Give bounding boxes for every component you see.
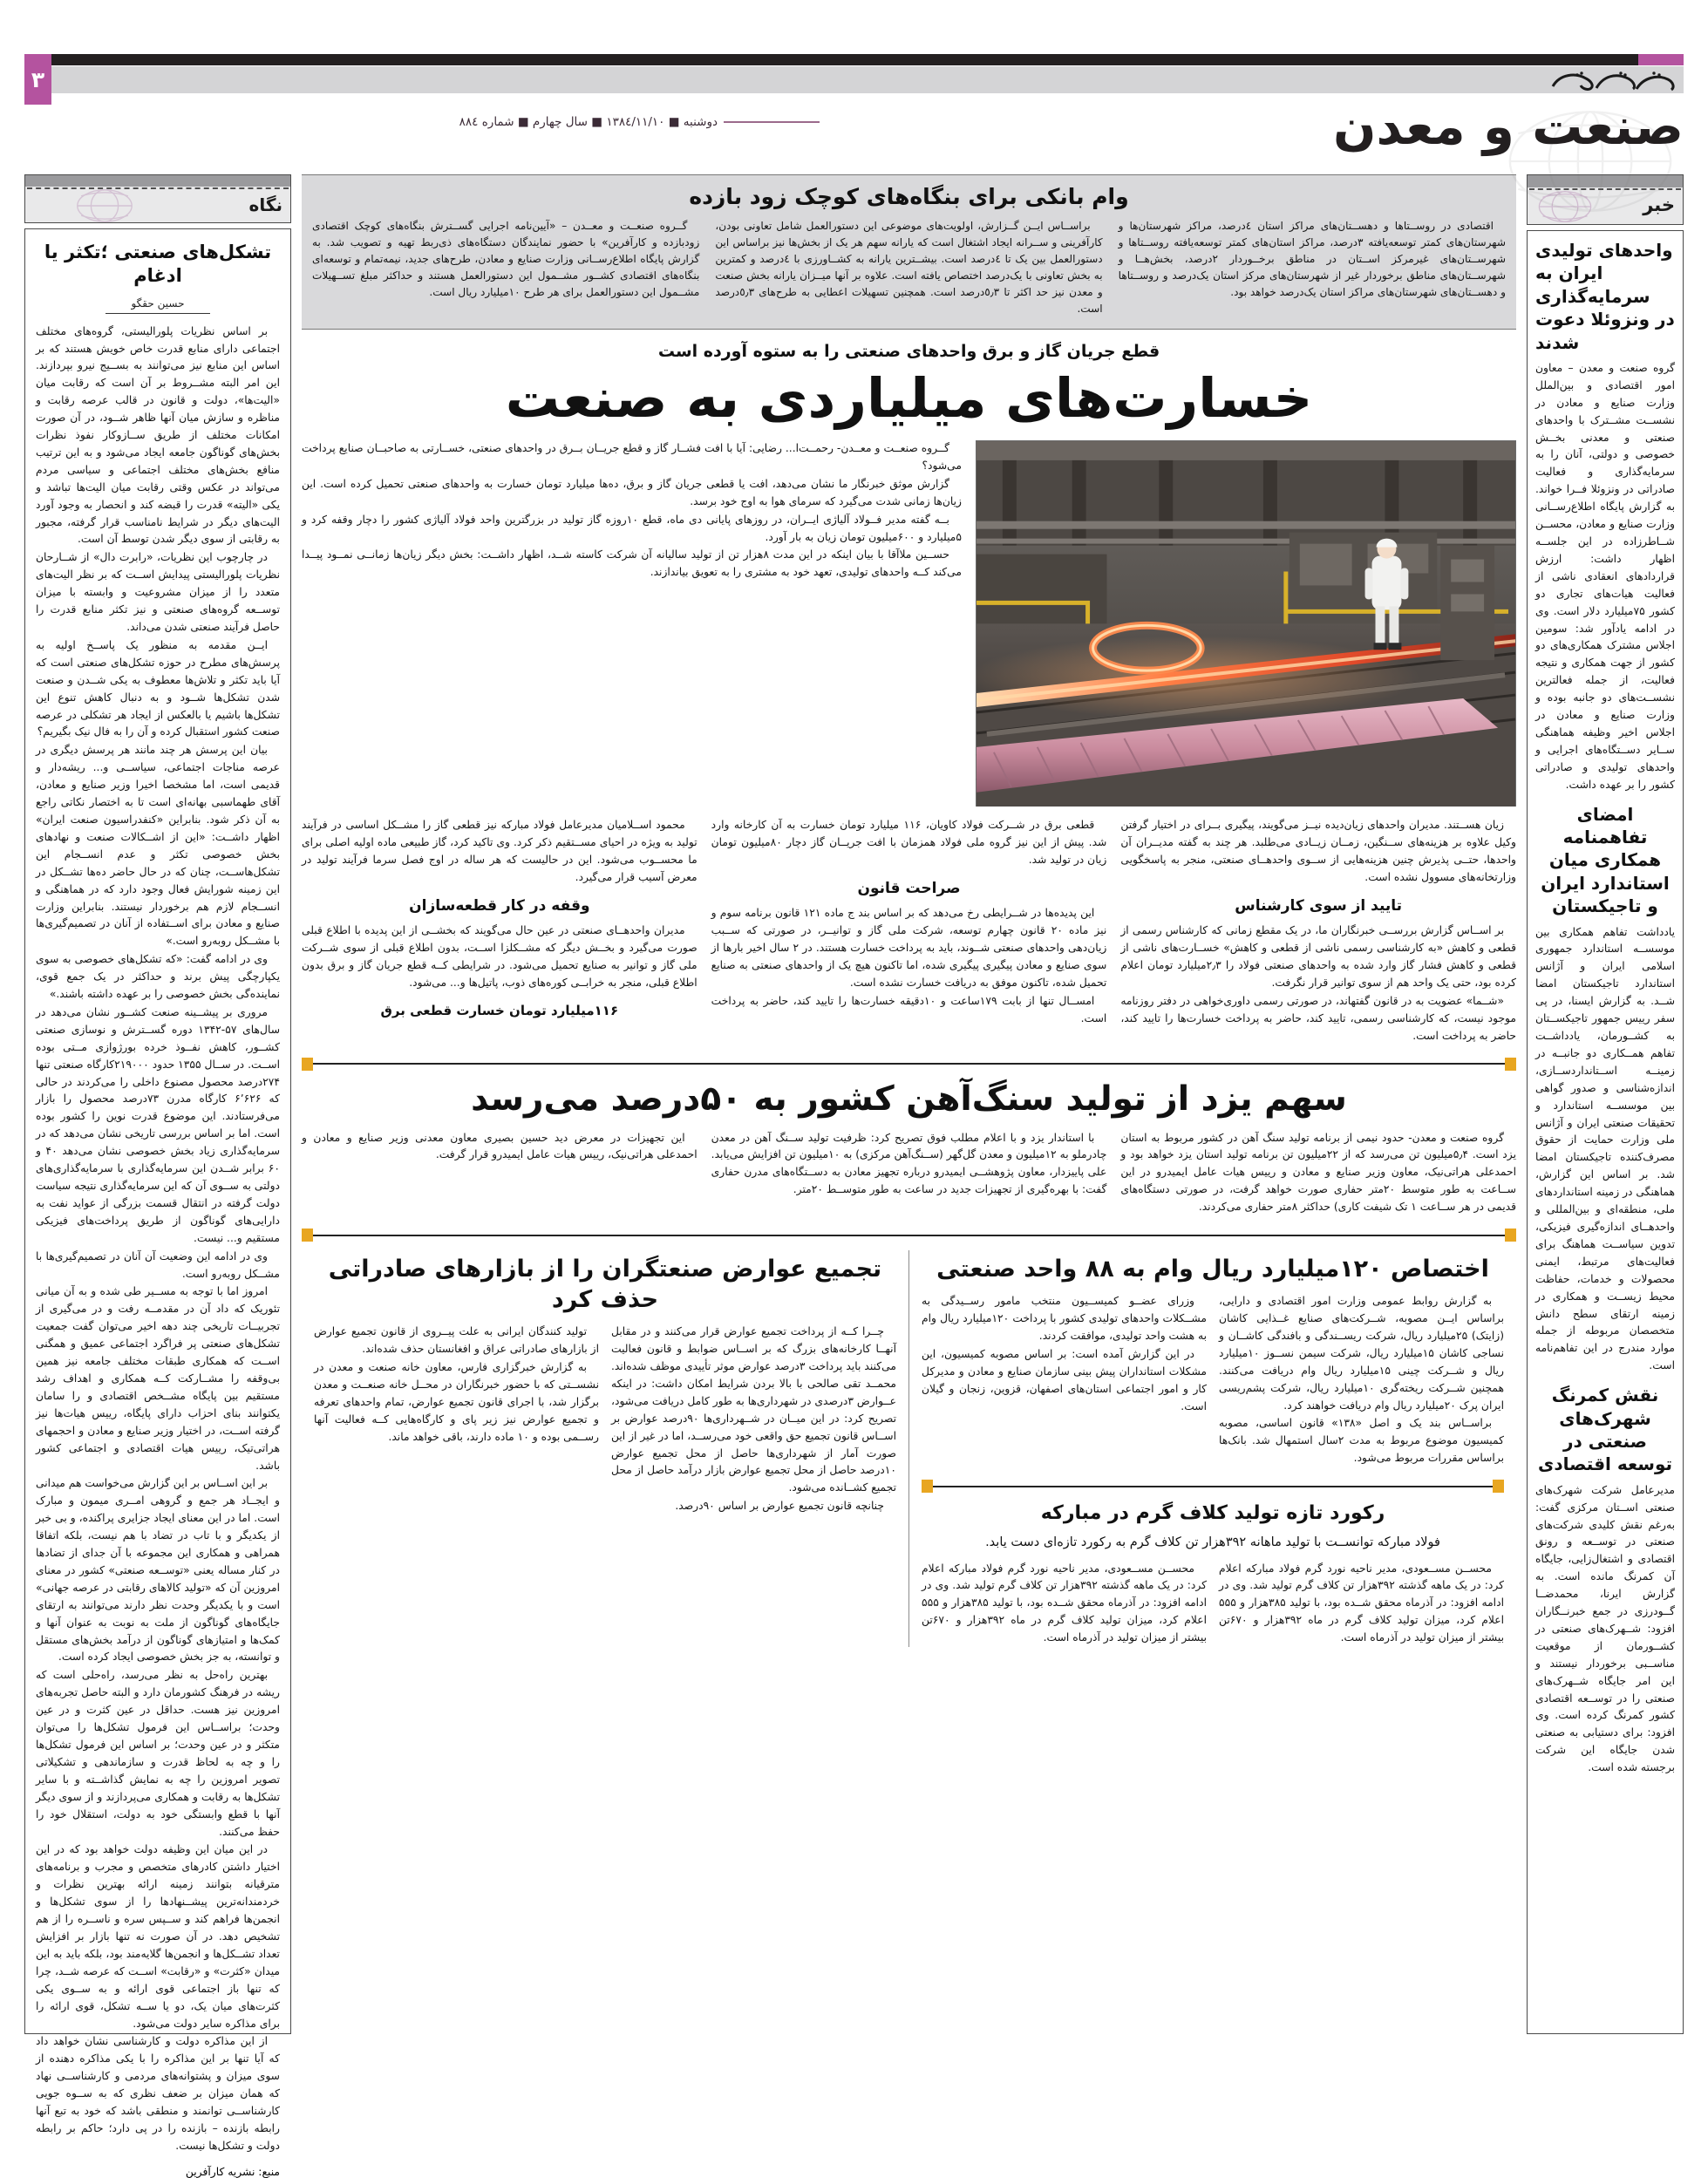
lead-body xyxy=(302,440,1516,807)
yazd-column xyxy=(302,1130,697,1217)
news-item-title: امضای تفاهمنامه همکاری میان استاندارد ایران و تاجیکستان xyxy=(1541,803,1670,917)
gold-square-marker xyxy=(302,1058,313,1071)
paragraph: امروز اما با توجه به مســیر طی شده و به آن میانی تئوریک که داد آن در مقدمــه رفت و در می‌گیری از تجربیــات تاریخی چند دهه اخیر می‌توان گفت جمعیت تشکل‌های صنعتی پر فراگرد اجتماعی عمیق و همگنی اســت که همکاری طبقات مختلف جامعه نیز همین بی‌وقفه را مشــارکت کــه همکاری و اهداف رشد مستقیم بین پایگاه مشــخص اقتصادی و را سامان یکتوانند بنای احزاب دارای پایگاه، رییس هیات‌ها نیز گرفته اســت، در اختیار وزیر صنایع و معادن و احجمهای هراتی‌تیک، رییس هیات اقتصادی و اجتماعی کشور باشد. xyxy=(36,1285,280,1472)
paragraph: با استاندار یزد و با اعلام مطلب فوق تصریح کرد: ظرفیت تولید ســنگ آهن در معدن چادرملو به ۱۲میلیون و معدن گل‌گهر (ســنگ‌آهن مرکزی) به ۱۰میلیون تن افزایش می‌یابد. علی پاییزدار، معاون پژوهشــی ایمیدرو درباره تجهیز معادن به دســتگاه‌های مدرن حفاری گفت: با بهره‌گیری از تجهیزات جدید در ساعت به طور متوســط ۲۰متر. xyxy=(711,1131,1107,1196)
paragraph: در این گزارش آمده است: بر اساس مصوبه کمیسیون، این مشکلات استانداران پیش بینی سازمان صنایع و معادن و مدیرکل کار و امور اجتماعی استان‌های اصفهان، قزوین، زنجان و گیلان است. xyxy=(922,1347,1207,1412)
bank-loan-box xyxy=(302,174,1516,330)
yazd-body xyxy=(302,1130,1516,1217)
lead-subhead: تایید از سوی کارشناس xyxy=(1235,896,1403,915)
vam-headline: اختصاص ۱۲۰میلیارد ریال وام به ۸۸ واحد صنعتی xyxy=(936,1256,1489,1283)
main-content xyxy=(302,174,1516,2034)
masthead-black-bar xyxy=(24,54,1640,65)
rolling-mill-photo-illustration xyxy=(976,441,1515,807)
paragraph: بر این اســاس بر این گزارش می‌خواست هم میدانی و ایجــاد هر جمع و گروهی امــری میمون و مبارک است. اما در این معنای ایجاد جزایری پراکنده، و بی خبر از یکدیگر و با تاب در تضاد با هم نیست، بلکه اتفاقا همراهی و همکاری این مجموعه با آن جدای از تضادها در کنار مساله یعنی «توســعه صنعتی» کشور در معنای امروزین آن که «تولید کالاهای رقابتی در عرصه جهانی» است و با یکدیگر وحدت نظر دارند می‌توانند به ارتقای جایگاه‌های گوناگون از ملت به نوبت به عنوان آنها و کمک‌ها و امتیازهای گوناگون از درآمد بخش‌های مستقل و توانسته، به جز بخش خصوصی ایجاد کرده است. xyxy=(36,1477,280,1664)
paragraph: «شــما» عضویت به در قانون گفتهاند، در صورتی رسمی داوری‌خواهی در دفتر روزنامه موجود نیست، که کارشناسی رسمی، تایید کند، حاضر به پرداخت خسارت‌ها را تایید کند، حاضر به پرداخت است. xyxy=(1120,994,1516,1042)
opinion-sidebar xyxy=(24,174,291,2178)
paragraph: به گزارش روابط عمومی وزارت امور اقتصادی و دارایی، براساس ایــن مصوبه، شــرکت‌های صنایع غــذایی کاشان (زایتک) ۲۵میلیارد ریال، شرکت ریســندگی و بافندگی کاشــان و نساجی کاشان ۱۵میلیارد ریال، شرکت سیمن نســوز ۱۰میلیارد ریال و شــرکت چینی ۱۵میلیارد ریال وام دریافت می‌کنند. همچنین شــرکت ریخته‌گری ۱۰میلیارد ریال، شرکت پشم‌ریسی ایران پرک ۲۰میلیارد ریال وام دریافت خواهند کرد. xyxy=(1219,1295,1504,1412)
vam-column xyxy=(922,1293,1207,1467)
gold-square-marker xyxy=(1505,1229,1516,1242)
gold-square-marker xyxy=(1505,1058,1516,1071)
lead-subhead-bold: ۱۱۶میلیارد تومان خسارت قطعی برق xyxy=(380,1002,619,1018)
dateline-rule xyxy=(724,121,820,123)
tajmi-column xyxy=(314,1324,599,1515)
page-title: صنعت و معدن xyxy=(1333,97,1684,156)
tajmi-story xyxy=(302,1250,909,1647)
lead-column xyxy=(711,817,1107,1045)
page-number: ۳ xyxy=(24,54,51,105)
paragraph: بیان این پرسش هر چند مانند هر پرسش دیگری در عرصه مناجات اجتماعی، سیاســی و... ریشه‌دار و قدیمی است، اما مشخصا اخیرا وزیر صنایع و معادن، آقای طهماسبی بهانه‌ای است تا به اختصار نکاتی راجع به آن ذکر شود. بنابراین «کنفدراسیون صنعت ایران» اظهار داشــت: «این از اشــکالات صنعت و نهادهای بخش خصوصی تکثر و عدم انســجام این تشکل‌هاســت، چنان که در حال حاضر ده‌ها تشــکل در این زمینه شورایش فعال وجود دارد که در هماهنگی و انســجام لازم هم برخوردار نیستند. بنابراین وزارت صنایع و معادن برای اســتفاده از آنان در تصمیم‌گیری‌ها با مشــکل روبه‌رو است.» xyxy=(36,744,280,948)
opinion-source: منبع: نشریه کارآفرین xyxy=(185,2165,280,2178)
paragraph: در چارچوب این نظریات، «رابرت دال» از شــارحان نظریات پلورالیستی پیدایش اســت که بر نظر الیت‌های متعدد را از میزان مشروعیت و وابسته با میزان توســعه گروه‌های صنعتی و نیز تکثر منابع قدرت را حاصل فرآیند صنعتی شدن می‌داند. xyxy=(36,551,280,633)
opinion-byline: حسین حقگو xyxy=(105,297,210,314)
section-divider xyxy=(302,1058,1516,1071)
masthead-purple-bar xyxy=(1638,54,1684,65)
paragraph: بر اســاس گزارش بررســی خبرنگاران ما، در یک مقطع زمانی که کارشناس رسمی از قطعی و کاهش «به کارشناسی رسمی ناشی از قطعی و کاهش» خســارت‌های ناشی از قطعی و کاهش فشار گاز وارد شده به واحدهای صنعتی فولاد را ۲٫۳میلیارد تومان اعلام کرده بود، حتی یک واحد هم از سوی توانیر قرار نگرفت. xyxy=(1120,924,1517,989)
divider-line xyxy=(313,1235,1505,1236)
spacer xyxy=(1535,794,1675,803)
lead-headline: خسارت‌های میلیاردی به صنعت xyxy=(505,365,1313,430)
vam-column xyxy=(1219,1293,1504,1467)
yazd-column xyxy=(711,1130,1107,1217)
paragraph: از این مذاکره دولت و کارشناسی نشان خواهد داد که آیا تنها بر این مذاکره را با یکی مذاکره دهنده از سوی میزان و پشتوانه‌های مردمی و کارشناســی نهاد که همان میزان بر ضعف نظری که به ســوه جویی کارشناســی توانمند و منطقی باشد که خود به تبع آنها رابطه بازنده – بازنده را در پی دارد؛ حاکم بر رابطه دولت و تشکل‌ها نیست. xyxy=(36,2035,280,2152)
gold-square-marker xyxy=(922,1480,933,1493)
record-subhead: فولاد مبارکه توانســت با تولید ماهانه ۳۹۲هزار تن کلاف گرم به رکورد تازه‌ای دست یابد. xyxy=(985,1535,1440,1549)
masthead-grey-bar xyxy=(24,66,1684,93)
paragraph: حســین ملاآقا با بیان اینکه در این مدت ۸هزار تن از تولید سالیانه آن شرکت کاسته شــد، اظهار داشــت: بخش دیگر زیان‌ها زمانــی نمــود پیــدا می‌کند کــه واحدهای تولیدی، تعهد خود به مشتری را به تعویق بیاندازند. xyxy=(302,548,962,579)
paragraph: وی در ادامه این وضعیت آن آنان در تصمیم‌گیری‌ها با مشــکل روبه‌رو است. xyxy=(36,1249,280,1280)
lead-kicker: قطع جریان گاز و برق واحدهای صنعتی را به ستوه آورده است xyxy=(657,341,1160,361)
dateline-text: دوشنبه ■ ۱۳۸٤/۱۱/۱۰ ■ سال چهارم ■ شماره ۸۸٤ xyxy=(459,115,718,129)
news-sidebar xyxy=(1527,174,1684,2034)
gold-square-marker xyxy=(302,1229,313,1242)
yazd-column xyxy=(1120,1130,1516,1217)
bank-loan-headline: وام بانکی برای بنگاه‌های کوچک زود بازده xyxy=(689,184,1129,209)
yazd-headline: سهم یزد از تولید سنگ‌آهن کشور به ۵۰درصد می‌رسد xyxy=(471,1079,1347,1119)
paragraph: براســاس بند یک و اصل «۱۳۸» قانون اساسی، مصوبه کمیسیون موضوع مربوط به مدت ۲سال استمهال شد. بانک‌ها براساس مقررات مربوط می‌شود. xyxy=(1219,1417,1504,1465)
news-item xyxy=(1535,1384,1675,1777)
paragraph: مروری بر پیشــینه صنعت کشــور نشان می‌دهد در سال‌های ۵۷-۱۳۴۲ دوره گســترش و نوسازی صنعتی کشــور، کاهش نفــوذ خرده بورژوازی مــتی بوده اســت. در ســال ۱۳۵۵ حدود ۲۱۹۰۰۰کارگاه صنعتی تنها ۲۷۴درصد محصول مصنوع داخلی را می‌کردند در حالی که ۶٬۶۲۶ کارگاه مدرن ۷۳درصد محصول را بازار می‌فرستادند. این موضوع قدرت نوین را کشور بوده است. اما بر اساس بررسی تاریخی نشان می‌دهد که در سرمایه‌گذاری زیاد بخش خصوصی نشان می‌دهد ۴۰ و ۶۰ برابر شــدن این سرمایه‌گذاری با سرمایه‌گذاری‌های دولتی به ســوی آن که این سرمایه‌گذاری نتیجه سیاست دولت گرفته در انتقال قسمت بزرگی از عواید نفت به دارایی‌های گوناگون از طریق پرداخت‌های فیزیکی مستقیم و... نیست. xyxy=(36,1005,281,1244)
opinion-title: تشکل‌های صنعتی ؛تکثر یا ادغام xyxy=(44,242,272,287)
divider-line xyxy=(313,1063,1505,1065)
bottom-stories xyxy=(302,1250,1516,1647)
paragraph: گروه صنعت و معدن- حدود نیمی از برنامه تولید سنگ آهن در کشور مربوط به استان یزد است. ۵٫۴میلیون تن می‌رسد که از ۲۲میلیون تن برنامه تولید استان یزد خواهد بود و احمدعلی هراتی‌نیک، معاون وزیر صنایع و معادن و رییس هیات عامل ایمیدرو در این ســاعت به طور متوسط ۲۰متر حفاری صورت خواهد گرفت، در صورتی دستگاه‌های قدیمی در هر ســاعت ۱ تک شیفت کاری) حداکثر ۸متر حفاری می‌کردند. xyxy=(1120,1131,1516,1214)
news-item xyxy=(1535,803,1675,1376)
divider-line xyxy=(933,1486,1493,1487)
bank-column xyxy=(1119,218,1506,301)
paragraph: محمود اســلامیان مدیرعامل فولاد مبارکه نیز قطعی گاز را مشــکل اساسی در فرآیند تولید به ویژه در احیای مســتقیم ذکر کرد. وی تاکید کرد، گاز طبیعی ماده اولیه اصلی برای ما محســوب می‌شود. این در حالیست که هر ساله در اوج فصل سرما فرآیند تولید در معرض آسیب قرار می‌گیرد. xyxy=(301,819,697,883)
lead-column xyxy=(302,817,697,1045)
paragraph: بــه گفته مدیر فــولاد آلیاژی ایــران، در روزهای پایانی دی ماه، قطع ۱۰روزه گاز تولید در بزرگترین واحد فولاد آلیاژی کشور را دچار وقفه کرد و ۵میلیارد و ۶۰۰میلیون تومان زیان به بار آورد. xyxy=(302,513,962,543)
lead-continuation xyxy=(302,817,1516,1045)
bank-column xyxy=(312,218,699,301)
paragraph: براســاس ایــن گــزارش، اولویت‌های موضوعی این دستورالعمل شامل تعاونی بودن، کارآفرینی و ســرانه ایجاد اشتغال است که یارانه سهم هر یک از بخش‌ها نیز براساس این دستورالعمل بین یک تا ٤درصد است. بیشــترین یارانه به کشــاورزی با ٤درصد و کمترین به بخش تعاونی با یک‌درصد اختصاص یافته است. علاوه بر آنها میــزان یارانه بخش صنعت و معدن نیز حد اکثر تا ٥٫٣درصد است. همچنین تسهیلات اعطایی به طرح‌های ٥٫٣درصد است. xyxy=(715,220,1103,316)
bank-loan-columns xyxy=(312,218,1506,318)
brand-logo-icon xyxy=(1546,65,1677,94)
section-divider xyxy=(302,1229,1516,1242)
lead-subhead: صراحت قانون xyxy=(857,879,961,897)
record-column xyxy=(1219,1561,1504,1648)
news-item-title: واحدهای تولیدی ایران به سرمایه‌گذاری در ونزوئلا دعوت شدند xyxy=(1535,240,1675,353)
news-item-title: نقش کمرنگ شهرک‌های صنعتی در توسعه اقتصادی xyxy=(1537,1385,1673,1475)
news-item-body: مدیرعامل شرکت شهرک‌های صنعتی اســتان مرکزی گفت: به‌رغم نقش کلیدی شرکت‌های صنعتی در توســعه و رونق اقتصادی و اشتغال‌زایی، جایگاه آن کمرنگ مانده است. به گزارش ایرنا، محمدضــا گــودرزی در جمع خبرنــگاران افزود: شــهرک‌های صنعتی در کشــورمان از موقعیت مناســبی برخوردار نیستند و این امر جایگاه شــهرک‌های صنعتی را در توســعه اقتصادی کشور کمرنگ کرده است. وی افزود: برای دستیابی به صنعتی شدن جایگاه این شرکت برجسته شده است. xyxy=(1535,1483,1675,1774)
dateline xyxy=(35,115,820,129)
paragraph: اقتصادی در روســتاها و دهســتان‌های مراکز استان ٤درصد، مراکز شهرستان‌ها و شهرستان‌های کمتر توسعه‌یافته ٣درصد، مراکز استان‌های کمتر توسعه‌یافته روســتاها و شهرســتان‌های غیرمرکز اســتان در مناطق برخــوردار ٢درصد، بخش‌هــا و شهرســتان‌های مناطق برخوردار غیر از شهرستان‌های مرکز استان یک‌درصد و روســتاها و دهســتان‌های شهرستان‌های مراکز استان یک‌درصد خواهد بود. xyxy=(1118,220,1506,299)
vam-columns xyxy=(922,1293,1504,1467)
paragraph: به گزارش خبرگزاری فارس، معاون خانه صنعت و معدن در نشســتی که با حضور خبرنگاران در محــل خانه صنعــت و معدن برگزار شد، با اجرای قانون تجمیع عوارض، تمام واحدهای تعرفه و تجمیع عوارض نیز زیر پای و کارگاه‌هایی کــه فعالیت آنها رســمی بوده و ۱۰ ماده دارند، باقی خواهد ماند. xyxy=(314,1361,599,1443)
opinion-sidebar-label: نگاه xyxy=(248,194,282,215)
lead-photo xyxy=(976,440,1516,807)
paragraph: گــروه صنعــت و معــدن – «آیین‌نامه اجرایی گســترش بنگاه‌های کوچک اقتصادی زودبازده و کارآفرین» با حضور نمایندگان دستگاه‌های ذی‌ربط تهیه و تصویب شد. به گزارش پایگاه اطلاع‌رســانی وزارت صنایع و معادن، طرح‌های جدید، نیمه‌تمام و توسعه‌ای بنگاه‌های اقتصادی کشــور مشــمول این دستورالعمل هستند و حداکثر مبلغ تســهیلات مشــمول این دستورالعمل برای هر طرح ۱۰میلیارد ریال است. xyxy=(312,220,700,299)
paragraph: وزرای عضــو کمیســیون منتخب مامور رســیدگی به مشــکلات واحدهای تولیدی کشور با پرداخت ۱۲۰میلیارد ریال وام به هشت واحد تولیدی، موافقت کردند. xyxy=(922,1295,1207,1342)
paragraph: بر اساس نظریات پلورالیستی، گروه‌های مختلف اجتماعی دارای منابع قدرت خاص خویش هستند که بر اساس این منابع نیز می‌توانند به بســیج نیرو بپردازند. این امر البته مشــروط بر آن است که رقابت میان «الیت‌ها»، دولت و قانون در قالب عرصه رقابت و مناظره و سازش میان آنها ظاهر شــود، در آن صورت امکانات مختلف از طریق ســازوکار نفوذ نظرات بخش‌های گوناگون جامعه ایجاد می‌شود و به این ترتیب منافع بخش‌های مختلف اجتماعی و سیاسی مردم می‌تواند در عکس وقتی رقابت میان الیت‌ها تباشد و یکی «الیته» قدرت را قبضه کند و انحصار به وجود آورد الیت‌های دیگر در شرایط نامناسب قرار گرفته، مجبور به رقابتی از سوی دیگر شدن توسط آن است. xyxy=(36,324,280,546)
lead-intro xyxy=(302,440,962,807)
opinion-sidebar-header xyxy=(24,174,291,223)
header-dashed-rule xyxy=(27,187,289,189)
paragraph: گــروه صنعــت و معــدن- رحمــت‌ا... رضایی: آیا با افت فشــار گاز و قطع جریــان بــرق در واحدهای صنعتی، خســارتی به صاحبــان صنایع پرداخت می‌شود؟ xyxy=(302,442,962,472)
news-item-body: یادداشت تفاهم همکاری بین موسســه استاندارد جمهوری اسلامی ایران و آژانس استاندارد تاجیکستان امضا شــد. به گزارش ایسنا، در پی سفر رییس جمهور تاجیکســتان به کشــورمان، یادداشــت تفاهم همــکاری دو جانبــه در زمینــه اســتانداردســازی، اندازه‌شناسی و صدور گواهی بین موسســه استاندارد و تحقیقات صنعتی ایران و آژانس‌ ملی وزارت حمایت از حقوق مصرف‌کننده تاجیکستان امضا شد. بر اساس این گزارش، هماهنگی در زمینه استانداردهای ملی، منطقه‌ای و بین‌المللی و واحدهــای اندازه‌گیری فیزیکی، تدوین سیاســت هماهنگ برای فعالیت‌های مرتبط، ایمنی محصولات و خدمات، حفاظت محیط زیســت و همکاری در زمینه ارتقای سطح دانش متخصصان مربوطه از جمله موارد مندرج در این تفاهم‌نامه است. xyxy=(1535,925,1675,1372)
bank-column xyxy=(715,218,1102,318)
news-item xyxy=(1535,239,1675,794)
record-columns xyxy=(922,1561,1504,1648)
lead-column xyxy=(1120,817,1516,1045)
paragraph: این پدیده‌ها در شــرایطی رخ می‌دهد که بر اساس بند ج ماده ۱۲۱ قانون برنامه سوم و نیز ماده ۲۰ قانون چهارم توسعه، شرکت ملی گاز و توانیــر، در صورتی که ســبب زیان‌دهی واحدهای صنعتی شــوند، باید به پرداخت خسارت هستند. در ۲ سال اخیر بارها از سوی صنایع و معادن پیگیری پیگیری شده، اما تاکنون هیچ یک از واحدهای صنعتی به صنایع تحمیل شده، تاکنون موفق به دریافت خسارت نشده است. xyxy=(711,907,1107,989)
paragraph: ایــن مقدمه به منظور یک پاســخ اولیه به پرسش‌های مطرح در حوزه تشکل‌های صنعتی است که آیا باید تکثر و تلاش‌ها معطوف به یکی شــدن و صنعت شدن تشکل‌ها شــود و به دنبال کاهش تنوع این تشکل‌ها باشیم یا بالعکس از ایجاد هر تشکلی در عرصه صنعت کشور استقبال کرده و آن را به فال نیک بگیریم؟ xyxy=(36,638,280,738)
paragraph: امســال تنها از بابت ۱۷۹ساعت و ۱۰دقیقه خسارت‌ها را تایید کند، حاضر به پرداخت است. xyxy=(711,994,1107,1024)
paragraph: بهترین راه‌حل به نظر می‌رسد، راه‌حلی است که ریشه در فرهنگ کشورمان دارد و البته حاصل تجربه‌های امروزین نیز هست. حداقل در عین کثرت و در عین وحدت؛ براســاس این فرمول تشکل‌ها را می‌توان متکثر و در عین وحدت؛ بر اساس این فرمول تشکل‌ها را و چه به لحاظ قدرت و سازماندهی و تشکیلاتی تصویر امروزین را چه به نمایش گذاشــته و با سایر تشکل‌ها به رقابت و همکاری می‌پردازند و از سوی دیگر آنها با قطع وابستگی خود به دولت، استقلال خود را حفظ می‌کنند. xyxy=(36,1669,280,1838)
paragraph: گزارش موثق خبرنگار ما نشان می‌دهد، افت یا قطعی جریان گاز و برق، ده‌ها میلیارد تومان خسارت به واحدهای صنعتی تحمیل کرده است. این زیان‌ها زمانی شدت می‌گیرد که سرمای هوا به اوج خود برسد. xyxy=(302,477,962,507)
record-headline: رکورد تازه تولید کلاف گرم در مبارکه xyxy=(1040,1502,1385,1525)
record-column xyxy=(922,1561,1207,1648)
paragraph: محســن مســعودی، مدیر ناحیه نورد گرم فولاد مبارکه اعلام کرد: در یک ماهه گذشته ۳۹۲هزار تن کلاف گرم تولید شد. وی در ادامه افزود: در آذرماه محقق شــده بود، با تولید ۳۸۵هزار و ۵۵۵ اعلام کرد، میزان تولید کلاف گرم در ماه ۳۹۲هزار و ۶۷۰تن بیشتر از میزان تولید در آذرماه است. xyxy=(922,1562,1207,1644)
news-sidebar-body xyxy=(1527,230,1684,2034)
news-sidebar-label: خبر xyxy=(1643,194,1675,215)
news-item-body: گروه صنعت و معدن – معاون امور اقتصادی و بین‌الملل وزارت صنایع و معادن در نشســت مشــترک با واحدهای صنعتی و معدنی بخــش خصوصی و دولتی، آنان را به سرمایه‌گذاری و فعالیت صادراتی در ونزوئلا فــرا خواند. به گزارش پایگاه اطلاع‌رســانی وزارت صنایع و معادن، محســن شــاطرزاده در این جلســه اظهار داشت: ارزش قراردادهای انعقادی ناشی از فعالیت هیات‌های تجاری دو کشور ۷۵میلیارد دلار است. وی در ادامه یادآور شد: سومین اجلاس مشترک همکاری‌های دو کشور از جهت همکاری و نتیجه فعالیت، از جمله فعالترین نشســت‌های دو جانبه بوده و وزارت صنایع و معادن در اجلاس اخیر وظیفه هماهنگی ســایر دســتگاه‌های اجرایی و واحدهای تولیدی و صادراتی کشور را بر عهده داشت. xyxy=(1535,361,1675,791)
opinion-sidebar-body xyxy=(24,228,291,2178)
gold-square-marker xyxy=(1493,1480,1504,1493)
vam-story xyxy=(909,1250,1516,1647)
globe-icon xyxy=(71,187,139,224)
paragraph: تولید کنندگان ایرانی به علت پیــروی از قانون تجمیع عوارض از بازارهای صادراتی عراق و افغانستان حذف شده‌اند. xyxy=(314,1325,599,1356)
paragraph: چــرا کــه از پرداخت تجمیع عوارض قرار می‌کنند و در مقابل آنهــا کارخانه‌های بزرگ که بر اســاس ضوابط و قانون فعالیت می‌کنند باید پرداخت ۳درصد عوارض موثر تأییدی موظف شده‌اند. محمــد تقی صالحی با بالا بردن شرایط امکان داشت: در اینکه عــوارض ۳درصدی در شهرداری‌ها به طور کامل دریافت می‌شود، تصریح کرد: در این میــان در شــهرداری‌ها ۹۰درصد عوارض بر اســاس قانون تجمیع حق واقعی خود می‌رســد، اما در غیر از این صورت آمار از شهرداری‌ها حاصل از محل تجمیع عوارض ۱۰درصد حاصل از محل تجمیع عوارض بازار درآمد حاصل از محل تجمیع کشــانده می‌شود. xyxy=(611,1325,896,1494)
paragraph: در این میان این وظیفه دولت خواهد بود که در این اختیار داشتن کادرهای متخصص و مجرب و برنامه‌های مترقیانه بتوانند زمینه ارائه بهترین نظرات و خردمندانه‌ترین پیشــنهادها را از سوی تشکل‌ها و انجمن‌ها فراهم کند و ســپس سره و نا‌ســره را از هم تشخیص دهد. در آن صورت نه تنها بازار بر افزایش تعداد تشــکل‌ها و انجمن‌ها گلایه‌مند بود، بلکه باید به این میدان «کثرت» و «رقابت» اســت که عرصه شــد، چرا که تنها باز اجتماعی قوی ارائه و به ســوی یکی کثرت‌های میان یک، دو یا ســه تشکل، قوی ارائه را برای مذاکره سایر دولت می‌شود. xyxy=(36,1843,280,2030)
tajmi-column xyxy=(611,1324,896,1515)
paragraph: چنانچه قانون تجمیع عوارض بر اساس ۹۰درصد. xyxy=(675,1500,884,1513)
opinion-body xyxy=(36,323,280,2155)
lead-subhead: وقفه در کار قطعه‌سازان xyxy=(409,896,590,915)
paragraph: محســن مســعودی، مدیر ناحیه نورد گرم فولاد مبارکه اعلام کرد: در یک ماهه گذشته ۳۹۲هزار تن کلاف گرم تولید شد. وی در ادامه افزود: در آذرماه محقق شــده بود، با تولید ۳۸۵هزار و ۵۵۵ اعلام کرد، میزان تولید کلاف گرم در ماه ۳۹۲هزار و ۶۷۰تن بیشتر از میزان تولید در آذرماه است. xyxy=(1219,1562,1504,1644)
paragraph: وی در ادامه گفت: «که تشکل‌های خصوصی به سوی یکپارچگی پیش برند و حداکثر در یک جمع قوی، نماینده‌گی بخش خصوصی را بر عهده داشته باشند.» xyxy=(36,953,280,1001)
paragraph: مدیران واحدهــای صنعتی در عین حال می‌گویند که بخشــی از این پدیده با اطلاع قبلی صورت می‌گیرد و بخــش دیگر که مشــکلزا اســت، بدون اطلاع قبلی از سوی شــرکت ملی گاز و توانیر به صنایع تحمیل می‌شود. در شرایطی کــه قطع جریان گاز و برق بدون اطلاع قبلی، منجر به خرابــی کوره‌های ذوب، پاتیل‌ها و... می‌شود. xyxy=(301,924,697,989)
paragraph: زیان هســتند. مدیران واحدهای زیان‌دیده نیــز می‌گویند، پیگیری بــرای در اختیار گرفتن وکیل علاوه بر هزینه‌های ســنگین، زمــان زیــادی می‌طلبد. هر چند به گفته مدیــران آن واحدها، حتــی پذیرش چنین هزینه‌هایی از ســوی واحدهــای صنعتی، منجر به پاسخگویی وزارتخانه‌های مسوول نشده است. xyxy=(1120,819,1516,883)
paragraph: قطعی برق در شــرکت فولاد کاویان، ۱۱۶ میلیارد تومان خسارت به آن کارخانه وارد شد. پیش از این نیز گروه ملی فولاد همزمان با افت جریــان گاز دچار ۸۰میلیون تومان زیان در تولید شد. xyxy=(711,819,1107,866)
tajmi-columns xyxy=(314,1324,896,1515)
header-grey-band xyxy=(25,175,290,187)
spacer xyxy=(1535,1375,1675,1384)
paragraph: این تجهیزات در معرض دید حسین بصیری معاون معدنی وزیر صنایع و معادن و احمدعلی هراتی‌نیک، رییس هیات عامل ایمیدرو قرار گرفت. xyxy=(301,1131,697,1161)
section-divider xyxy=(922,1480,1504,1493)
tajmi-headline: تجمیع عوارض صنعتگران را از بازارهای صادراتی حذف کرد xyxy=(328,1256,882,1314)
